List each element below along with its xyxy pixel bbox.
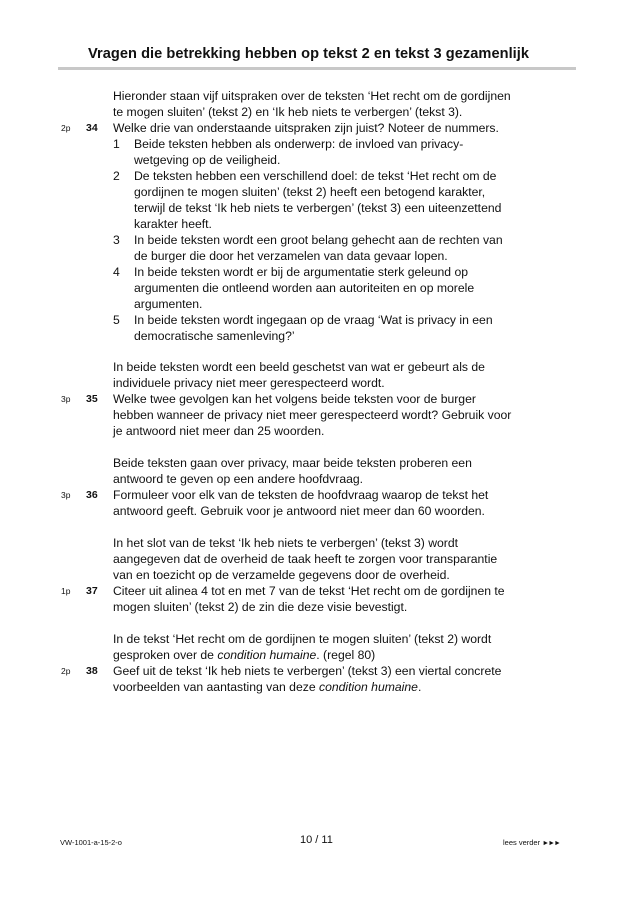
- statement-5-line: democratische samenleving?’: [134, 329, 295, 343]
- footer-page-number: 10 / 11: [300, 834, 333, 846]
- intro-36-line-2: antwoord te geven op een andere hoofdvraag.: [113, 472, 364, 486]
- q35-line: je antwoord niet meer dan 25 woorden.: [113, 424, 325, 438]
- intro-38-line-2: [113, 647, 375, 663]
- q37-line: Citeer uit alinea 4 tot en met 7 van de tekst ‘Het recht om de gordijnen te: [113, 584, 505, 598]
- statement-4-line: argumenten.: [134, 297, 203, 311]
- intro-34-line-1: Hieronder staan vijf uitspraken over de teksten ‘Het recht om de gordijnen: [113, 89, 511, 103]
- statement-3-line: de burger die door het verzamelen van data gevaar lopen.: [134, 249, 448, 263]
- q38-number: 38: [86, 665, 98, 677]
- footer-continue: [503, 838, 560, 847]
- statement-1-line: Beide teksten hebben als onderwerp: de invloed van privacy-: [134, 137, 464, 151]
- statement-2-line: gordijnen te mogen sluiten’ (tekst 2) heeft een betogend karakter,: [134, 185, 486, 199]
- q36-number: 36: [86, 489, 98, 501]
- intro-38-emphasis: condition humaine: [217, 648, 317, 662]
- intro-37-line-1: In het slot van de tekst ‘Ik heb niets te verbergen’ (tekst 3) wordt: [113, 536, 459, 550]
- q38-text: voorbeelden van aantasting van deze: [113, 680, 319, 694]
- statement-5-line: In beide teksten wordt ingegaan op de vraag ‘Wat is privacy in een: [134, 313, 493, 327]
- intro-38-text: gesproken over de: [113, 648, 218, 662]
- statement-2-line: karakter heeft.: [134, 217, 212, 231]
- q38-line: Geef uit de tekst ‘Ik heb niets te verbergen’ (tekst 3) een viertal concrete: [113, 664, 502, 678]
- q38-line: [113, 679, 421, 695]
- q38-points: 2p: [61, 666, 71, 676]
- statement-4-number: 4: [113, 265, 120, 279]
- q35-points: 3p: [61, 394, 71, 404]
- footer-exam-code: VW-1001-a-15-2-o: [60, 838, 122, 847]
- q34-number: 34: [86, 122, 98, 134]
- q34-points: 2p: [61, 123, 71, 133]
- intro-38-text-end: . (regel 80): [316, 648, 376, 662]
- intro-38-line-1: In de tekst ‘Het recht om de gordijnen te mogen sluiten’ (tekst 2) wordt: [113, 632, 492, 646]
- statement-1-number: 1: [113, 137, 120, 151]
- statement-2-number: 2: [113, 169, 120, 183]
- intro-36-line-1: Beide teksten gaan over privacy, maar beide teksten proberen een: [113, 456, 472, 470]
- statement-2-line: terwijl de tekst ‘Ik heb niets te verbergen’ (tekst 3) een uiteenzettend: [134, 201, 502, 215]
- intro-35-line-2: individuele privacy niet meer gerespecteerd wordt.: [113, 376, 385, 390]
- q35-line: Welke twee gevolgen kan het volgens beide teksten voor de burger: [113, 392, 476, 406]
- q36-line: Formuleer voor elk van de teksten de hoofdvraag waarop de tekst het: [113, 488, 489, 502]
- footer-continue-label: lees verder: [503, 838, 541, 847]
- intro-34-line-2: te mogen sluiten’ (tekst 2) en ‘Ik heb niets te verbergen’ (tekst 3).: [113, 105, 463, 119]
- statement-5-number: 5: [113, 313, 120, 327]
- q38-emphasis: condition humaine: [319, 680, 418, 694]
- statement-4-line: argumenten die ontleend worden aan autoriteiten en op morele: [134, 281, 475, 295]
- intro-37-line-3: van en toezicht op de verzamelde gegevens door de overheid.: [113, 568, 450, 582]
- page-title: Vragen die betrekking hebben op tekst 2 en tekst 3 gezamenlijk: [88, 46, 530, 62]
- statement-4-line: In beide teksten wordt er bij de argumentatie sterk geleund op: [134, 265, 469, 279]
- q38-text-end: .: [417, 680, 422, 694]
- q37-points: 1p: [61, 586, 71, 596]
- q36-line: antwoord geeft. Gebruik voor je antwoord niet meer dan 60 woorden.: [113, 504, 485, 518]
- intro-35-line-1: In beide teksten wordt een beeld geschetst van wat er gebeurt als de: [113, 360, 485, 374]
- q35-line: hebben wanneer de privacy niet meer gerespecteerd wordt? Gebruik voor: [113, 408, 512, 422]
- statement-3-line: In beide teksten wordt een groot belang gehecht aan de rechten van: [134, 233, 503, 247]
- q35-number: 35: [86, 393, 98, 405]
- q37-line: mogen sluiten’ (tekst 2) de zin die deze visie bevestigt.: [113, 600, 408, 614]
- statement-2-line: De teksten hebben een verschillend doel: de tekst ‘Het recht om de: [134, 169, 497, 183]
- q37-number: 37: [86, 585, 98, 597]
- continue-arrows-icon: ►►►: [542, 840, 560, 847]
- q34-question: Welke drie van onderstaande uitspraken zijn juist? Noteer de nummers.: [113, 121, 499, 135]
- q36-points: 3p: [61, 490, 71, 500]
- statement-3-number: 3: [113, 233, 120, 247]
- intro-37-line-2: aangegeven dat de overheid de taak heeft te zorgen voor transparantie: [113, 552, 498, 566]
- header-divider: [58, 67, 576, 70]
- statement-1-line: wetgeving op de veiligheid.: [134, 153, 281, 167]
